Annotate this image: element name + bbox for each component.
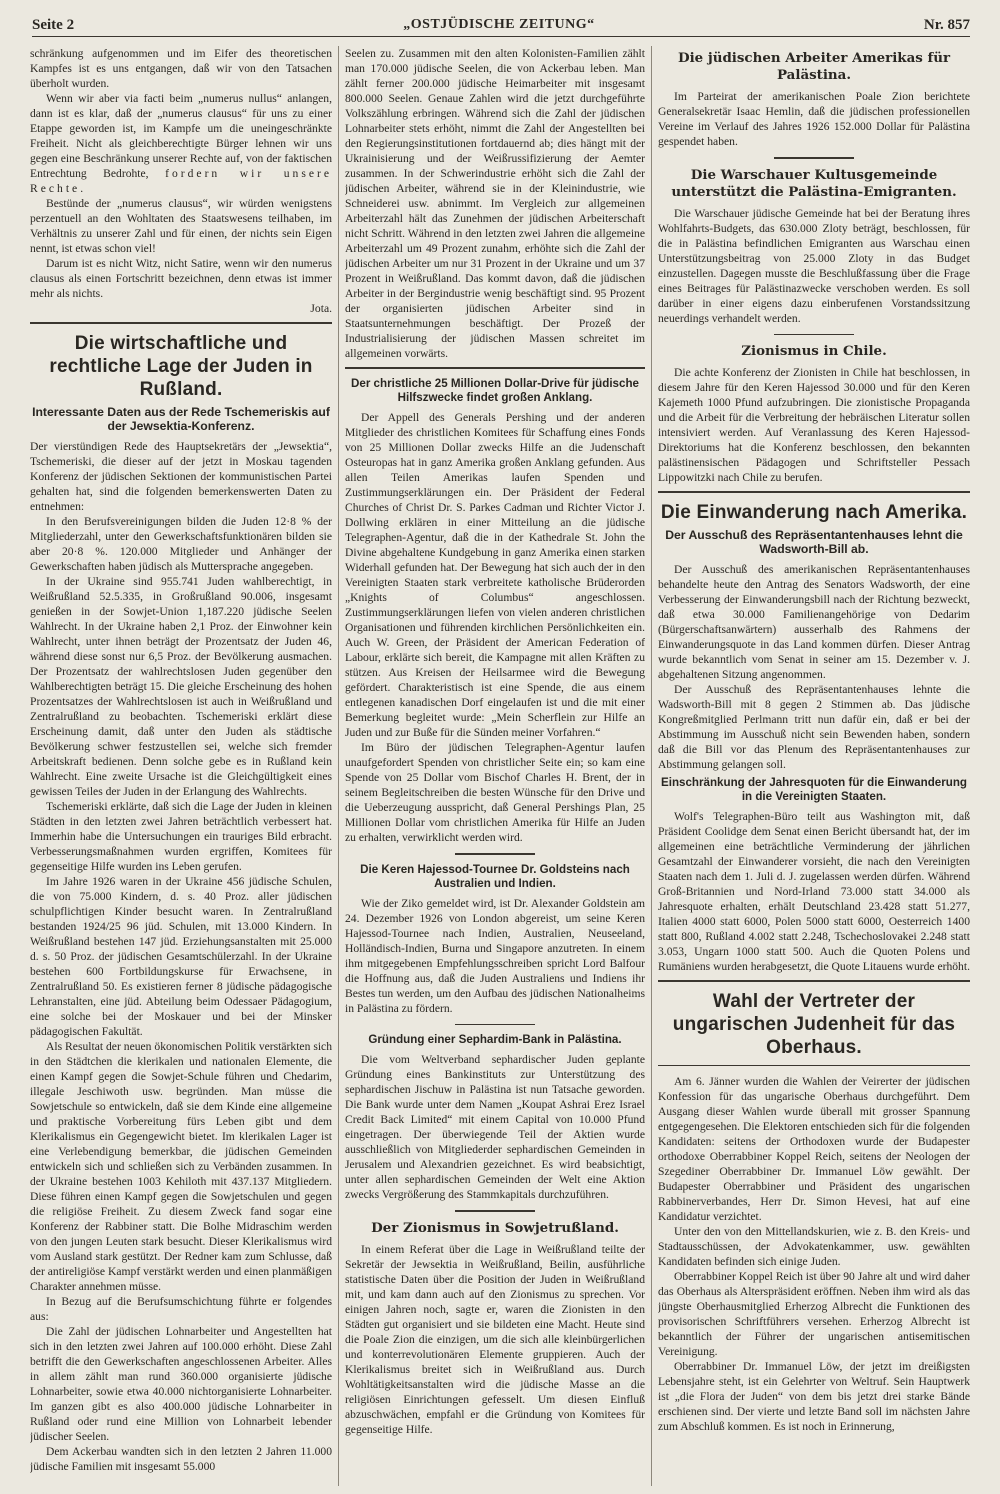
paragraph: Tschemeriski erklärte, daß sich die Lage der Juden in kleinen Städten in den letzten zwei Jahren beträchtlich verbessert hat. Immerhin habe die Untersuchungen ein trauriges Bild erbracht. Verbesserungsmaßnahmen wurden ergriffen, Komitees für gegenseitige Hilfe wurden ins Leben gerufen. bbox=[30, 800, 332, 873]
paragraph: Die Zahl der jüdischen Lohnarbeiter und Angestellten hat sich in den letzten zwei Jahren auf 100.000 erhöht. Diese Zahl betrifft die den Gewerkschaften angeschlossenen Arbeiter. Alles in allem zählt man rund 360.000 organisierte jüdische Lohnarbeiter, sowie etwa 40.000 nichtorganisierte Lohnarbeiter. Im ganzen gibt es also 400.000 jüdische Lohnarbeiter in Rußland oder rund eine Million von Lohnarbeit lebender jüdischer Seelen. bbox=[30, 1325, 332, 1443]
column-divider bbox=[338, 46, 339, 1486]
paragraph: Der Ausschuß des amerikanischen Repräsentantenhauses behandelte heute den Antrag des Senators Wadsworth, der eine Verbesserung der Einwanderungsbill nach der Richtung bezweckt, daß etwa 30.000 Familienangehörige von Dedarim (Bürgerschaftsanwärtern) ausserhalb des Rahmens der Einwanderungsquote in das Land kommen dürfen. Dieser Antrag wurde bekanntlich vom Senat in seiner am 15. Dezember v. J. abgehaltenen Sitzung angenommen. bbox=[658, 563, 970, 681]
paragraph: Dem Ackerbau wandten sich in den letzten 2 Jahren 11.000 jüdische Familien mit insgesamt 55.000 bbox=[30, 1445, 332, 1473]
paragraph: In den Berufsvereinigungen bilden die Juden 12·8 % der Mitgliederzahl, unter den Gewerkschaftsfunktionären bilden sie aber 20·8 %. 120.000 Mitglieder und Anhänger der Gewerkschaften haben jüdisch als Muttersprache angegeben. bbox=[30, 515, 332, 573]
paragraph: Oberrabbiner Dr. Immanuel Löw, der jetzt im dreißigsten Lebensjahre steht, ist ein Gelehrter von Weltruf. Sein Hauptwerk ist „die Flora der Juden“ von dem bis jetzt drei starke Bände erschienen sind. Der vierte und letzte Band soll im nächsten Jahre zum Abschluß kommen. Es ist noch in Erinnerung, bbox=[658, 1360, 970, 1433]
paragraph: Oberrabbiner Koppel Reich ist über 90 Jahre alt und wird daher das Oberhaus als Alterspräsident eröffnen. Neben ihm wird als das jüngste Oberhausmitglied Erherzog Albrecht die Funktionen des provisorischen Schriftführers versehen. Erherzog Albrecht ist bekanntlich der Führer der ungarischen antisemitischen Vereinigung. bbox=[658, 1270, 970, 1358]
paragraph: schränkung aufgenommen und im Eifer des theoretischen Kampfes ist es uns entgangen, daß wir von den Tatsachen überholt wurden. bbox=[30, 47, 332, 90]
paragraph: Seelen zu. Zusammen mit den alten Kolonisten-Familien zählt man 170.000 jüdische Seelen, die von Ackerbau leben. Man zählt ferner 200.000 jüdische Heimarbeiter mit insgesamt 800.000 Seelen. Genaue Zahlen wird die jetzt durchgeführte Volkszählung erbringen. Während sich die Zahl der jüdischen Lohnarbeiter stets erhöht, nimmt die Zahl der Angestellten bei den Regierungsinstitutionen fortdauernd ab; dies hängt mit der Ukrainisierung und der Weißrussifizierung der Aemter zusammen. In der Schwerindustrie erhöht sich die Zahl der jüdischen Arbeiter, während sie in der Kleinindustrie, wie Schneiderei usw. abnimmt. Im Vergleich zur allgemeinen Arbeiterzahl hält das Zunehmen der jüdischen Arbeiterschaft nicht Schritt. Während in den letzten zwei Jahren die allgemeine Arbeiterzahl um 49 Prozent zunahm, erhöhte sich die Zahl der jüdischen Arbeiter um nur 31 Prozent in der Ukraine und um 37 Prozent in Weißrußland. Das kommt davon, daß die jüdischen Arbeiter in der Bergindustrie wenig beschäftigt sind. 95 Prozent der organisierten jüdischen Arbeiter sind in Staatsunternehmungen beschäftigt. Der Prozeß der Industrialisierung der jüdischen Massen schreitet im allgemeinen vorwärts. bbox=[345, 47, 645, 360]
paragraph: Die achte Konferenz der Zionisten in Chile hat beschlossen, in diesem Jahre für den Keren Hajessod 30.000 und für den Keren Kajemeth 1000 Pfund aufzubringen. Die zionistische Propaganda und die Arbeit für die Verbreitung der hebräischen Literatur sollen intensiviert werden. Auf Veranlassung des Keren Hajessod-Direktoriums hat die Konferenz beschlossen, den bekannten palästinensischen Pädagogen und Schriftsteller Pessach Lippowitzki nach Chile zu berufen. bbox=[658, 366, 970, 484]
paragraph: In der Ukraine sind 955.741 Juden wahlberechtigt, in Weißrußland 52.5.335, in Großrußland 90.006, insgesamt genießen in der Sowjet-Union 1,187.220 jüdische Seelen Wahlrecht. In der Ukraine haben 2,1 Proz. der Einwohner kein Wahlrecht, unter ihnen beträgt der Prozentsatz der Juden 46, während diese sonst nur 6,5 Proz. der Bevölkerung ausmachen. Der Prozentsatz der wahlrechtslosen Juden gegenüber den Wahlberechtigten beträgt 15. Die gleiche Erscheinung des hohen Prozentsatzes der Wahlrechtslosen ist auch in Weißrußland und Zentralrußland zu beobachten. Tschemeriski erklärt diese Erscheinung damit, daß unter den Juden als städtische Bevölkerung schwer festzustellen sei, welche sich fremder Arbeitskraft bedienen. Denn solche gebe es in Rußland kein Wahlrecht. Eine zweite Ursache ist die Gleichgültigkeit eines gewissen Teiles der Juden in der Erlangung des Wahlrechts. bbox=[30, 575, 332, 798]
section-rule bbox=[345, 367, 645, 369]
section-rule bbox=[774, 157, 854, 159]
column-divider bbox=[651, 46, 652, 1486]
spaced-emphasis: fordern wir unsere Rechte. bbox=[30, 167, 332, 195]
article-headline: Der christliche 25 Millionen Dollar-Drive für jüdische Hilfszwecke findet großen Anklang. bbox=[351, 377, 639, 404]
section-rule bbox=[455, 1024, 535, 1026]
column-1 bbox=[30, 46, 332, 1486]
article-subheadline: Interessante Daten aus der Rede Tschemeriskis auf der Jewsektia-Konferenz. bbox=[32, 405, 330, 433]
paragraph: Im Büro der jüdischen Telegraphen-Agentur laufen unaufgefordert Spenden von christlicher Seite ein; so kam eine Spende von 25 Dollar vom Bischof Charles H. Brent, der in seinem Begleitschreiben die besten Wünsche für den Drive und die Ueberzeugung ausspricht, daß General Pershings Plan, 25 Millionen Dollar vom christlichen Amerika für Hilfe an Juden zu erhalten, verwirklicht werden wird. bbox=[345, 741, 645, 844]
paragraph: Bestünde der „numerus clausus“, wir würden wenigstens perzentuell an den Wohltaten des Staatswesens teilhaben, im Verhältnis zu unserer Zahl und für einen, der nichts sein Eigen nennt, ist etwas schon viel! bbox=[30, 197, 332, 255]
paragraph: Im Jahre 1926 waren in der Ukraine 456 jüdische Schulen, die von 75.000 Kindern, d. s. 40 Proz. aller jüdischen schulpflichtigen Kinder besucht waren. In Zentralrußland bestanden 1924/25 96 jüd. Schulen, mit 13.000 Kindern. In Weißrußland bestehen 147 jüd. Erziehungsanstalten mit 25.000 d. s. 50 Proz. der jüdischen Gesamtschülerzahl. In der Ukraine bestehen 600 Fortbildungskurse für Erwachsene, in Zentralrußland 50. Es existieren ferner 8 jüdische pädagogische Lehranstalten, eine jüd. Abteilung beim Odessaer Pädagogium, eine solche bei der Moskauer und bei der Minsker pädagogischen Fakultät. bbox=[30, 875, 332, 1038]
article-headline: Wahl der Vertreter der ungarischen Judenheit für das Oberhaus. bbox=[672, 991, 956, 1058]
article-headline: Die Keren Hajessod-Tournee Dr. Goldsteins nach Australien und Indien. bbox=[360, 862, 630, 890]
article-headline: Die wirtschaftliche und rechtliche Lage der Juden in Rußland. bbox=[49, 333, 313, 400]
paragraph: Die vom Weltverband sephardischer Juden geplante Gründung eines Bankinstituts zur Unterstützung des sephardischen Jischuw in Palästina ist nun Tatsache geworden. Die Bank wurde unter dem Namen „Koupat Ashrai Erez Israel Credit Back Limited“ mit einem Capital von 10.000 Pfund eingetragen. Der überwiegende Teil der Aktien wurde ausschließlich von Mitgliederder sephardischen Gemeinden in Jerusalem und Alexandrien gezeichnet. Es wird beabsichtigt, unter allen sephardischen Gemeinden der Welt eine Aktion zwecks Vergrößerung des Stammkapitals durchzuführen. bbox=[345, 1053, 645, 1201]
newspaper-title: „OSTJÜDISCHE ZEITUNG“ bbox=[403, 17, 595, 32]
paragraph: Am 6. Jänner wurden die Wahlen der Veirerter der jüdischen Konfession für das ungarische Oberhaus durchgeführt. Dem Ausgang dieser Wahlen wurde überall mit grosser Spannung entgegengesehen. Die Elektoren entschieden sich für die folgenden Kandidaten: seitens der Orthodoxen wurde der Budapester orthodoxe Oberrabbiner Koppel Reich, seitens der Neologen der Szegediner Oberrabbiner Dr. Immanuel Löw gewählt. Der Budapester Oberrabbiner und Präsident des ungarischen Rabbinerverbandes, Herr Dr. Simon Hevesi, hat auf eine Kandidatur verzichtet. bbox=[658, 1075, 970, 1223]
article-subheadline: Der Ausschuß des Repräsentantenhauses lehnt die Wadsworth-Bill ab. bbox=[665, 528, 963, 556]
paragraph bbox=[30, 91, 332, 196]
paragraph: Der Ausschuß des Repräsentantenhauses lehnte die Wadsworth-Bill mit 8 gegen 2 Stimmen ab. Das jüdische Kongreßmitglied Perlmann tritt nun dafür ein, daß er bei der Abstimmung im Ausschuß nicht sein Bewenden haben, sondern daß die Bill vor das Plenum des Repräsentantenhauses zur Abstimmung gelangen soll. bbox=[658, 683, 970, 771]
paragraph: Darum ist es nicht Witz, nicht Satire, wenn wir den numerus clausus als einen Fortschritt bezeichnen, denn etwas ist immer mehr als nichts. bbox=[30, 257, 332, 300]
paragraph: Als Resultat der neuen ökonomischen Politik verstärkten sich in den Städtchen die klerikalen und nationalen Elemente, die einen Kampf gegen die Sowjet-Schule führen und Chedarim, illegale Jeschiwoth usw. begründen. Man müsse die Sowjetschule so entwickeln, daß sie dem Kinde eine allgemeine und praktische Vorbereitung fürs Leben gibt und dem Klerikalismus ein Gegengewicht bietet. Im klerikalen Lager ist eine Verlebendigung bemerkbar, die jüdischen Gemeinden entwickeln sich und schließen sich zu Verbänden zusammen. In der Ukraine bestehen 1003 Kehiloth mit 437.137 Mitgliedern. Diese führen einen Kampf gegen die Sowjetschulen und gegen die religiöse Freiheit. Zu diesem Zweck fand sogar eine Konferenz der Rabbiner statt. Die Bolhe Midraschim werden von den jungen Leuten stark besucht. Dieser Klerikalismus wird vom Ausland stark gestützt. Der Redner kam zum Schlusse, daß der antireligiöse Kampf verstärkt werden und einen planmäßigen Charakter annehmen müsse. bbox=[30, 1040, 332, 1293]
page-header bbox=[32, 14, 970, 37]
article-headline: Die jüdischen Arbeiter Amerikas für Palästina. bbox=[677, 50, 951, 83]
author-signature: Jota. bbox=[310, 302, 332, 315]
section-rule bbox=[30, 322, 332, 324]
article-subheadline: Einschränkung der Jahresquoten für die Einwanderung in die Vereinigten Staaten. bbox=[661, 776, 967, 803]
paragraph: In einem Referat über die Lage in Weißrußland teilte der Sekretär der Jewsektia in Weißrußland, Beilin, ausführliche statistische Daten über die Position der Juden in Weißrußland mit, und kam dann auch auf den Zionismus zu sprechen. Vor einigen Jahren noch, sagte er, waren die Zionisten in den Städten gut organisiert und sie bildeten eine Macht. Heute sind die Poale Zion die einzigen, um die sich alle kleinbürgerlichen und konterrevolutionären Elemente gruppieren. Auch der Klerikalismus breitet sich in Weißrußland aus. Durch Wohltätigkeitsanstalten wird die jüdische Masse an die religiösen Einrichtungen gefesselt. Um diesen Einfluß abzuschwächen, empfahl er die Gründung von Komitees für gegenseitige Hilfe. bbox=[345, 1242, 645, 1436]
section-rule bbox=[455, 853, 535, 855]
article-headline: Der Zionismus in Sowjetrußland. bbox=[371, 1219, 619, 1236]
page-number-label: Seite 2 bbox=[32, 16, 75, 33]
article-headline: Die Warschauer Kultusgemeinde unterstützt die Palästina-Emigranten. bbox=[671, 166, 957, 200]
paragraph: In Bezug auf die Berufsumschichtung führte er folgendes aus: bbox=[30, 1295, 332, 1323]
paragraph-text: Wenn wir aber via facti beim „numerus nullus“ anlangen, dann ist es klar, daß der „numerus clausus“ für uns zu einer Etappe geworden ist, im Kampfe um die uneingeschränkte Freiheit. Nicht als gleichberechtigte Bürger lehnen wir uns gegen eine Beschränkung unserer Rechte auf, von der faktischen Entrechtung Bedrohte, bbox=[30, 92, 332, 180]
article-headline: Zionismus in Chile. bbox=[741, 343, 887, 359]
paragraph: Der vierstündigen Rede des Hauptsekretärs der „Jewsektia“, Tschemeriski, die dieser auf der jetzt in Moskau tagenden Konferenz der jüdischen Sektionen der kommunistischen Partei gehalten hat, sind die folgenden bemerkenswerten Daten zu entnehmen: bbox=[30, 440, 332, 513]
section-rule bbox=[658, 980, 970, 982]
column-2 bbox=[345, 46, 645, 1486]
paragraph: Wolf's Telegraphen-Büro teilt aus Washington mit, daß Präsident Coolidge dem Senat einen Bericht übersandt hat, der im allgemeinen eine beträchtliche Verminderung der jährlichen Gesamtzahl der Einwanderer vorsieht, die nach den Vereinigten Staaten nach dem 1. Juli d. J. zugelassen werden dürfen. Während Groß-Britannien und Nord-Irland 73.000 statt 34.000 als Jahresquote erhalten, erhält Deutschland 23.428 statt 51.277, Italien 4000 statt 6000, Polen 5000 statt 6000, Oesterreich 1400 statt 800, Rußland 4.002 statt 2.248, Tschechoslovakei 2.248 statt 3.053, Ungarn 1000 statt 500. Auch die Quoten Polens und Rumäniens wurden herabgesetzt, die Quote Litauens wurde erhöht. bbox=[658, 810, 970, 973]
column-3 bbox=[658, 46, 970, 1486]
paragraph: Unter den von den Mittellandskurien, wie z. B. den Kreis- und Stadtausschüssen, der Advokatenkammer, usw. gewählten Kandidaten befinden sich einige Juden. bbox=[658, 1225, 970, 1268]
article-headline: Gründung einer Sephardim-Bank in Palästina. bbox=[368, 1033, 622, 1046]
paragraph: Die Warschauer jüdische Gemeinde hat bei der Beratung ihres Wohlfahrts-Budgets, das 630.000 Zloty beträgt, beschlossen, für die in Palästina befindlichen Emigranten aus Warschau einen Unterstützungsbeitrag von 25.000 Zloty in das Budget einzustellen. Dagegen musste die Beschlußfassung über die Frage eines Beitrages für Palästinazwecke verschoben werden. Es soll darüber in einer eigens dazu einberufenen Vorstandssitzung neuerdings verhandelt werden. bbox=[658, 206, 970, 325]
section-rule bbox=[774, 334, 854, 336]
section-rule bbox=[658, 491, 970, 493]
paragraph: Der Appell des Generals Pershing und der anderen Mitglieder des christlichen Komitees für Schaffung eines Fonds von 25 Millionen Dollar zwecks Hilfe an die Judenschaft Osteuropas hat in ganz Amerika großen Anklang gefunden. Aus allen Teilen Amerikas laufen Spenden und Zustimmungserklärungen ein. Der Präsident der Federal Churches of Christ Dr. S. Parkes Cadman und Richter Victor J. Dollwing erklären in einer Mitteilung an die jüdische Telegraphen-Agentur, daß die in der Kathedrale St. John the Divine abgehaltene Kundgebung in ganz Amerika einen starken Widerhall gefunden hat. Der Bewegung hat sich auch der in den Vereinigten Staaten stark verbreitete katholische Brüderorden „Knights of Columbus“ angeschlossen. Zustimmungserklärungen liefen von vielen anderen christlichen Organisationen und führenden kirchlichen Persönlichkeiten ein. Auch W. Green, der Präsident der American Federation of Labour, erklärte sich bereit, die Kampagne mit allen Kräften zu stützen. Aus Kreisen der Heilsarmee wird die Bewegung gefördert. Charakteristisch ist eine Spende, die aus einem entlegenen kanadischen Dorf eingelaufen ist und die mit einer Bemerkung begleitet wurde: „Mein Scherflein zur Hilfe an Juden und zur Buße für die Sünden meiner Vorfahren.“ bbox=[345, 411, 645, 739]
section-rule bbox=[658, 1065, 970, 1066]
article-headline: Die Einwanderung nach Amerika. bbox=[660, 502, 968, 523]
paragraph: Wie der Ziko gemeldet wird, ist Dr. Alexander Goldstein am 24. Dezember 1926 von London abgereist, um seine Keren Hajessod-Tournee nach Indien, Australien, Neuseeland, Holländisch-Indien, Burna und Singapore anzutreten. In einem ihm mitgegebenen Empfehlungsschreiben spricht Lord Balfour die Hoffnung aus, daß die Juden Australiens und Indiens ihr Bestes tun werden, um den Aufbau des jüdischen Nationalheims in Palästina zu fördern. bbox=[345, 896, 645, 1015]
section-rule bbox=[455, 1210, 535, 1212]
issue-number: Nr. 857 bbox=[923, 16, 970, 33]
paragraph: Im Parteirat der amerikanischen Poale Zion berichtete Generalsekretär Isaac Hemlin, daß die jüdischen professionellen Vereine im Verlauf des Jahres 1926 152.000 Dollar für Palästina gespendet haben. bbox=[658, 90, 970, 148]
